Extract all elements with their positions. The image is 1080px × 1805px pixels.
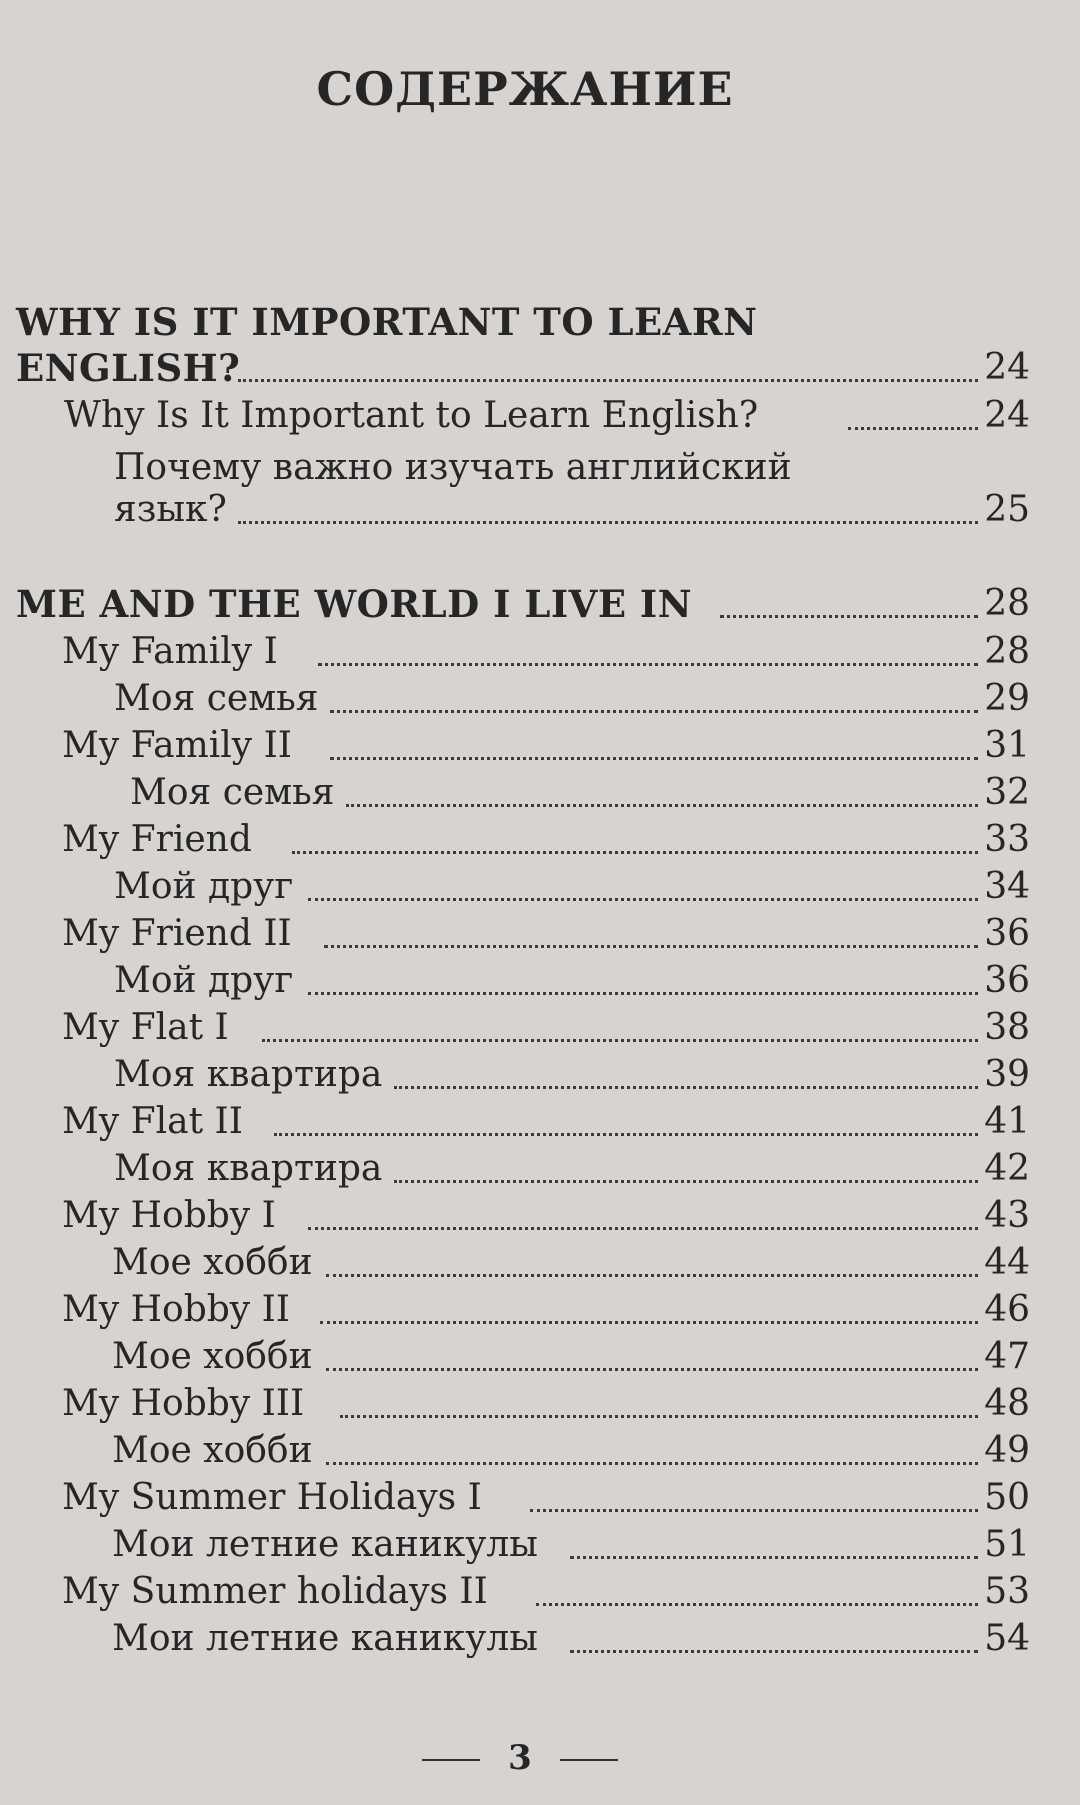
entry-label: My Friend II (62, 913, 292, 954)
page-number-footer: 3 (508, 1738, 532, 1778)
toc-entry-row[interactable] (0, 1476, 1030, 1524)
page-number: 34 (984, 866, 1030, 907)
page-number: 49 (984, 1430, 1030, 1471)
toc-entry-row[interactable] (0, 1570, 1030, 1618)
toc-entry-row[interactable] (0, 959, 1030, 1007)
page-number: 48 (984, 1383, 1030, 1424)
leader-dots (394, 1086, 978, 1089)
leader-dots (530, 1509, 978, 1512)
leader-dots (346, 804, 978, 807)
page-number: 42 (984, 1148, 1030, 1189)
toc-entry-row[interactable] (0, 1147, 1030, 1195)
entry-label: My Summer Holidays I (62, 1477, 482, 1518)
entry-label: Моя семья (114, 678, 319, 719)
leader-dots (340, 1415, 978, 1418)
page-number: 25 (984, 489, 1030, 530)
section-title: ME AND THE WORLD I LIVE IN (16, 582, 693, 626)
entry-label: My Hobby I (62, 1195, 276, 1236)
page-number: 50 (984, 1477, 1030, 1518)
toc-section-row[interactable] (0, 582, 1030, 630)
leader-dots (326, 1368, 978, 1371)
leader-dots (262, 1039, 978, 1042)
leader-dots (536, 1603, 978, 1606)
page-number: 47 (984, 1336, 1030, 1377)
page-number: 54 (984, 1618, 1030, 1659)
leader-dots (320, 1321, 978, 1324)
entry-label-line2: язык? (114, 489, 227, 530)
page-number: 39 (984, 1054, 1030, 1095)
leader-dots (324, 945, 978, 948)
page-number: 24 (984, 347, 1030, 388)
page-number: 51 (984, 1524, 1030, 1565)
entry-label: Мое хобби (112, 1242, 313, 1283)
entry-label: My Summer holidays II (62, 1571, 488, 1612)
section-title-line2: ENGLISH? (16, 346, 241, 390)
entry-label: My Flat II (62, 1101, 243, 1142)
toc-entry-row[interactable] (0, 1335, 1030, 1383)
toc-entry-row[interactable] (0, 1429, 1030, 1477)
entry-label: Мои летние каникулы (112, 1524, 538, 1565)
footer-dash-right (560, 1759, 618, 1761)
leader-dots (848, 427, 978, 430)
page-title: СОДЕРЖАНИЕ (316, 62, 734, 116)
page-number: 43 (984, 1195, 1030, 1236)
entry-label: My Family I (62, 631, 278, 672)
toc-entry-row[interactable] (0, 865, 1030, 913)
toc-entry-row[interactable] (0, 394, 1030, 442)
leader-dots (292, 851, 978, 854)
toc-entry-row[interactable] (0, 630, 1030, 678)
page-number: 44 (984, 1242, 1030, 1283)
entry-label: Моя квартира (114, 1054, 383, 1095)
toc-entry-row[interactable] (0, 1053, 1030, 1101)
page-number: 36 (984, 913, 1030, 954)
entry-label: My Family II (62, 725, 293, 766)
toc-entry-row[interactable] (0, 1382, 1030, 1430)
toc-section-row[interactable] (0, 346, 1030, 394)
leader-dots (318, 663, 978, 666)
entry-label: Моя семья (130, 772, 335, 813)
toc-entry-row[interactable] (0, 818, 1030, 866)
toc-entry-row[interactable] (0, 1523, 1030, 1571)
toc-entry-row[interactable] (0, 488, 1030, 536)
page-number: 33 (984, 819, 1030, 860)
page-number: 28 (984, 583, 1030, 624)
page-number: 29 (984, 678, 1030, 719)
leader-dots (394, 1180, 978, 1183)
toc-entry-row[interactable] (0, 724, 1030, 772)
toc-entry-row[interactable] (0, 677, 1030, 725)
page-number: 36 (984, 960, 1030, 1001)
entry-label: My Friend (62, 819, 252, 860)
entry-label: Мои летние каникулы (112, 1618, 538, 1659)
leader-dots (326, 1462, 978, 1465)
entry-label: Мой друг (114, 960, 294, 1001)
entry-label: Мое хобби (112, 1336, 313, 1377)
leader-dots (570, 1556, 978, 1559)
entry-label: My Hobby III (62, 1383, 305, 1424)
page-number: 24 (984, 395, 1030, 436)
leader-dots (308, 1227, 978, 1230)
toc-entry-row[interactable] (0, 1100, 1030, 1148)
toc-entry-row[interactable] (0, 1194, 1030, 1242)
section-title-line1: WHY IS IT IMPORTANT TO LEARN (16, 300, 758, 344)
leader-dots (308, 898, 978, 901)
page-number: 31 (984, 725, 1030, 766)
page-number: 32 (984, 772, 1030, 813)
entry-label: Моя квартира (114, 1148, 383, 1189)
toc-entry-row[interactable] (0, 1617, 1030, 1665)
toc-entry-row[interactable] (0, 1006, 1030, 1054)
entry-label: Мой друг (114, 866, 294, 907)
entry-label: Why Is It Important to Learn English? (64, 395, 759, 436)
leader-dots (238, 379, 978, 382)
page-number: 53 (984, 1571, 1030, 1612)
entry-label-line1: Почему важно изучать английский (114, 447, 792, 488)
leader-dots (274, 1133, 978, 1136)
entry-label: My Flat I (62, 1007, 229, 1048)
page-number: 38 (984, 1007, 1030, 1048)
page-number: 28 (984, 631, 1030, 672)
leader-dots (308, 992, 978, 995)
leader-dots (330, 757, 978, 760)
toc-entry-row[interactable] (0, 912, 1030, 960)
page-footer (0, 1738, 1040, 1778)
leader-dots (330, 710, 978, 713)
leader-dots (720, 615, 978, 618)
toc-entry-row[interactable] (0, 1241, 1030, 1289)
page-number: 46 (984, 1289, 1030, 1330)
leader-dots (238, 521, 978, 524)
leader-dots (570, 1650, 978, 1653)
entry-label: My Hobby II (62, 1289, 291, 1330)
page-number: 41 (984, 1101, 1030, 1142)
toc-entry-row[interactable] (0, 771, 1030, 819)
leader-dots (326, 1274, 978, 1277)
entry-label: Мое хобби (112, 1430, 313, 1471)
footer-dash-left (422, 1759, 480, 1761)
toc-entry-row[interactable] (0, 1288, 1030, 1336)
